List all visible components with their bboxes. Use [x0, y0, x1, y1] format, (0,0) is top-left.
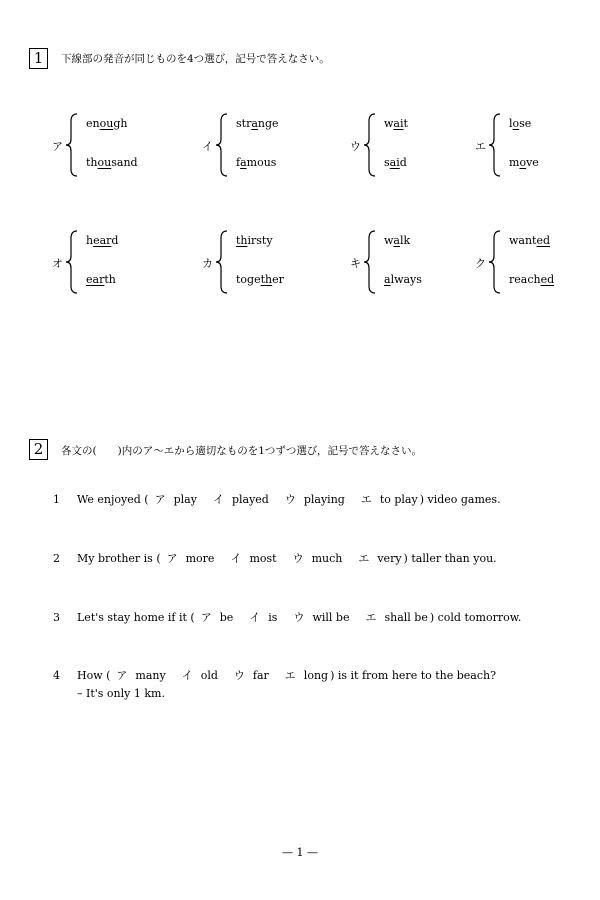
option-label: イ	[230, 552, 242, 565]
answer-option	[213, 491, 269, 507]
question-row	[53, 491, 501, 507]
word-part: h	[86, 234, 94, 247]
word-pair	[202, 229, 342, 299]
word-pair	[475, 229, 600, 299]
answer-option	[234, 667, 269, 683]
answer-option	[182, 667, 218, 683]
option-text: long	[303, 669, 329, 682]
option-label: エ	[365, 611, 377, 624]
option-label: ア	[200, 611, 212, 624]
word-part: t	[403, 117, 408, 130]
choice-label: イ	[202, 140, 213, 153]
word-part: en	[86, 117, 100, 130]
option-text: is	[268, 611, 278, 624]
word	[509, 273, 554, 286]
answer-option	[358, 550, 401, 566]
question-text: How (	[77, 669, 111, 682]
question-number: 4	[53, 669, 60, 682]
underlined-part: th	[260, 273, 273, 286]
option-label: ウ	[293, 611, 305, 624]
underlined-part: a	[384, 273, 391, 286]
word-part: str	[236, 117, 252, 130]
question-number: 2	[53, 552, 60, 565]
option-text: be	[219, 611, 234, 624]
option-label: イ	[181, 669, 193, 682]
section-2-instruction: 各文の( )内のア～エから適切なものを1つずつ選び，記号で答えなさい。	[61, 445, 422, 457]
word	[86, 234, 118, 247]
answer-line: – It's only 1 km.	[77, 687, 165, 700]
word-part: mous	[246, 156, 277, 169]
underlined-part: a	[251, 117, 258, 130]
word-pair	[475, 112, 600, 182]
answer-option	[285, 491, 345, 507]
word-part: m	[509, 156, 520, 169]
answer-option	[116, 667, 165, 683]
option-text: playing	[303, 493, 345, 506]
option-text: very	[377, 552, 402, 565]
word	[384, 234, 410, 247]
curly-brace-icon	[214, 229, 230, 295]
word-part: ve	[526, 156, 539, 169]
option-label: ア	[116, 669, 128, 682]
choice-label: ク	[475, 257, 486, 270]
word-part: w	[384, 117, 394, 130]
word-pair	[202, 112, 342, 182]
option-text: far	[252, 669, 269, 682]
choice-label: オ	[52, 257, 63, 270]
word	[384, 117, 408, 130]
curly-brace-icon	[362, 112, 378, 178]
question-row	[53, 667, 496, 683]
option-text: shall be	[384, 611, 428, 624]
underlined-part: th	[236, 234, 248, 247]
answer-option	[293, 609, 349, 625]
option-text: to play	[379, 493, 418, 506]
underlined-part: ear	[86, 273, 105, 286]
question-text: ) video games.	[419, 493, 501, 506]
curly-brace-icon	[362, 229, 378, 295]
option-label: イ	[249, 611, 261, 624]
word-part: th	[104, 273, 116, 286]
word-pair	[52, 229, 192, 299]
curly-brace-icon	[64, 112, 80, 178]
option-label: ア	[154, 493, 166, 506]
question-text: Let's stay home if it (	[77, 611, 195, 624]
word	[509, 156, 539, 169]
choice-label: ウ	[350, 140, 361, 153]
answer-option	[167, 550, 215, 566]
underlined-part: ou	[99, 117, 114, 130]
question-text: ) cold tomorrow.	[429, 611, 522, 624]
word	[86, 156, 138, 169]
word-part: se	[519, 117, 532, 130]
answer-option	[361, 491, 418, 507]
question-row	[53, 550, 497, 566]
option-text: play	[173, 493, 197, 506]
word-part: want	[509, 234, 537, 247]
answer-option	[293, 550, 343, 566]
answer-option	[285, 667, 328, 683]
choice-label: キ	[350, 257, 361, 270]
option-label: ウ	[284, 493, 296, 506]
answer-option	[249, 609, 277, 625]
word-part: th	[86, 156, 98, 169]
word	[384, 156, 407, 169]
option-label: ウ	[292, 552, 304, 565]
option-text: many	[135, 669, 166, 682]
section-1-instruction: 下線部の発音が同じものを4つ選び，記号で答えなさい。	[61, 53, 330, 65]
word-pair	[350, 229, 490, 299]
option-text: most	[249, 552, 277, 565]
word-part: lk	[399, 234, 411, 247]
choice-label: カ	[202, 257, 213, 270]
option-label: エ	[284, 669, 296, 682]
curly-brace-icon	[214, 112, 230, 178]
word-part: sand	[111, 156, 138, 169]
word-part: s	[384, 156, 390, 169]
word	[236, 117, 279, 130]
question-number: 1	[53, 493, 60, 506]
option-text: will be	[312, 611, 350, 624]
word	[509, 117, 531, 130]
underlined-part: o	[512, 117, 520, 130]
answer-option	[201, 609, 234, 625]
word-part: reach	[509, 273, 541, 286]
underlined-part: ai	[389, 156, 400, 169]
underlined-part: ed	[540, 273, 555, 286]
section-2-number: 2	[29, 439, 48, 460]
word-part: d	[399, 156, 407, 169]
word-part: nge	[257, 117, 279, 130]
word	[236, 156, 276, 169]
word-part: f	[236, 156, 241, 169]
question-number: 3	[53, 611, 60, 624]
word	[236, 234, 273, 247]
word	[86, 273, 116, 286]
page-number: — 1 —	[282, 846, 318, 859]
section-1-number: 1	[29, 48, 48, 69]
word-part: gh	[113, 117, 128, 130]
curly-brace-icon	[64, 229, 80, 295]
question-text: My brother is (	[77, 552, 161, 565]
underlined-part: ed	[536, 234, 551, 247]
curly-brace-icon	[487, 229, 503, 295]
option-label: ウ	[233, 669, 245, 682]
option-text: more	[185, 552, 215, 565]
word-part: w	[384, 234, 394, 247]
answer-option	[230, 550, 276, 566]
word-part: irsty	[247, 234, 273, 247]
word	[86, 117, 127, 130]
underlined-part: ai	[393, 117, 404, 130]
word-pair	[52, 112, 192, 182]
option-text: much	[311, 552, 343, 565]
word-part: lways	[390, 273, 422, 286]
question-row	[53, 609, 521, 625]
choice-label: エ	[475, 140, 486, 153]
word-part: d	[111, 234, 119, 247]
underlined-part: a	[240, 156, 247, 169]
word	[384, 273, 422, 286]
underlined-part: ou	[97, 156, 112, 169]
answer-option	[155, 491, 197, 507]
option-label: エ	[360, 493, 372, 506]
word-part: l	[509, 117, 513, 130]
word	[236, 273, 284, 286]
word-part: toge	[236, 273, 261, 286]
option-label: ア	[166, 552, 178, 565]
question-text: ) is it from here to the beach?	[330, 669, 497, 682]
underlined-part: ear	[93, 234, 112, 247]
underlined-part: a	[393, 234, 400, 247]
word	[509, 234, 550, 247]
underlined-part: o	[519, 156, 527, 169]
answer-option	[365, 609, 427, 625]
curly-brace-icon	[487, 112, 503, 178]
question-text: We enjoyed (	[77, 493, 149, 506]
choice-label: ア	[52, 140, 63, 153]
option-text: played	[231, 493, 269, 506]
word-pair	[350, 112, 490, 182]
question-text: ) taller than you.	[403, 552, 497, 565]
option-text: old	[200, 669, 218, 682]
option-label: エ	[358, 552, 370, 565]
word-part: er	[272, 273, 284, 286]
option-label: イ	[212, 493, 224, 506]
